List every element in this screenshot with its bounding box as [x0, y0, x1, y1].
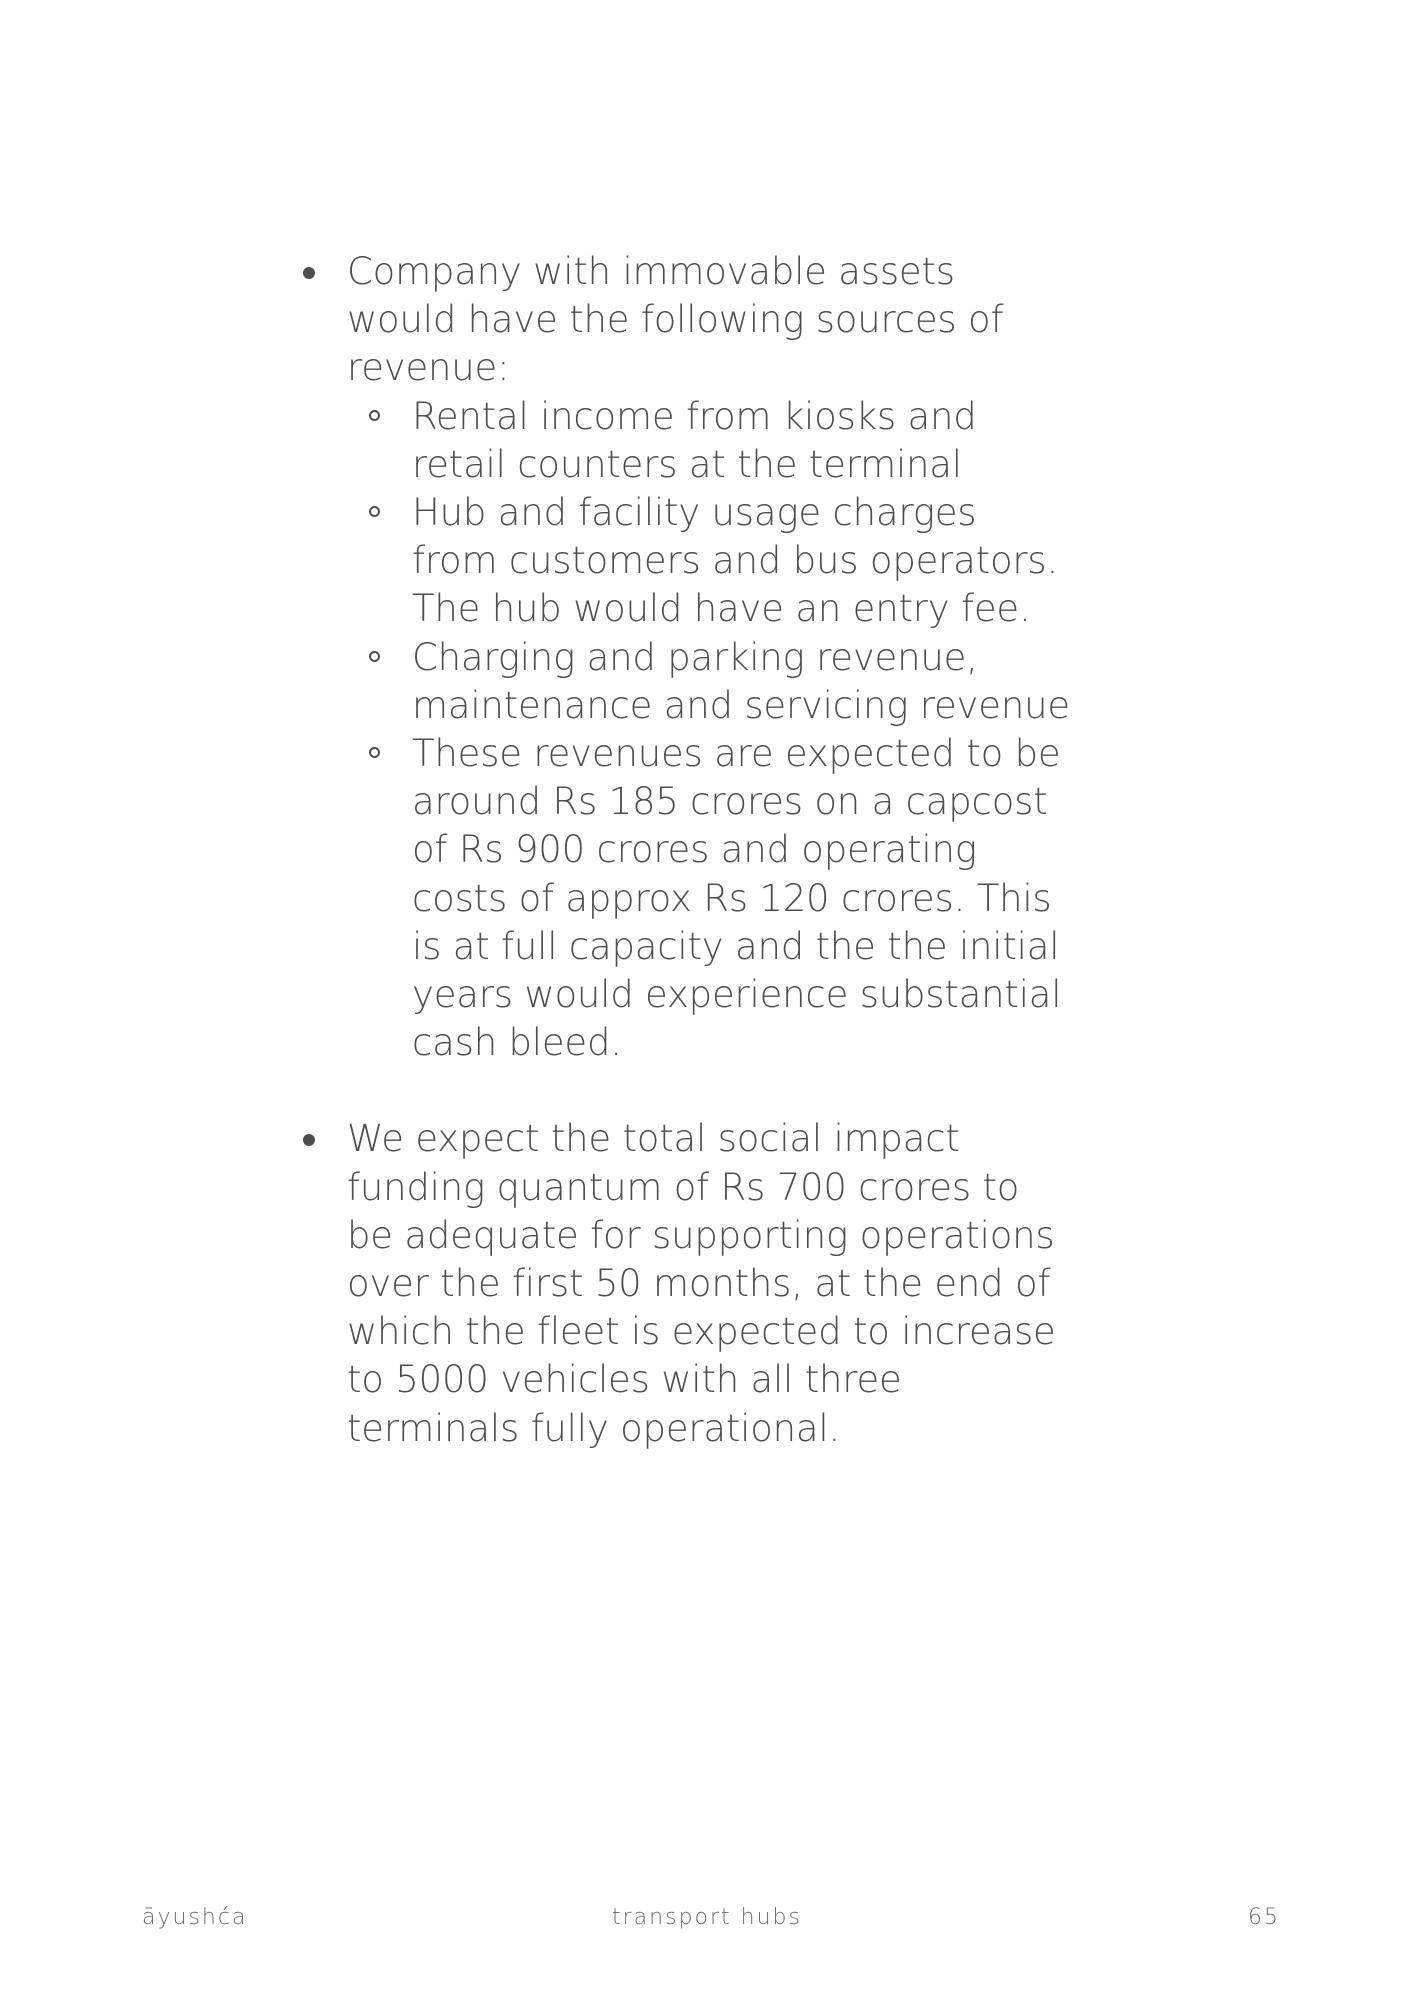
page-number: 65: [1248, 1905, 1280, 1930]
list-item-text: We expect the total social impact funding quantum of Rs 700 crores to be adequate for supporting operations over the first 50 months, at the end of which the fleet is expected to increase to 5000 vehicles with all three terminals fully operational.: [347, 1117, 1056, 1450]
hollow-circle-bullet-icon: [369, 747, 380, 758]
footer-brand: āyushća: [142, 1905, 248, 1930]
sub-list-item: [347, 393, 1073, 489]
sub-list-item-text: Hub and facility usage charges from customers and bus operators. The hub would have an entry fee.: [412, 491, 1059, 631]
list-item-revenue-sources: [293, 248, 1073, 1067]
sub-list-item: [347, 730, 1073, 1067]
list-item-social-impact-funding: [293, 1115, 1073, 1452]
sub-list-item-text: Charging and parking revenue, maintenance and servicing revenue: [412, 635, 1070, 727]
sub-list-item-text: These revenues are expected to be around Rs 185 crores on a capcost of Rs 900 crores and operating costs of approx Rs 120 crores. This is at full capacity and the the initial years would experience substantial cash bleed.: [412, 732, 1062, 1065]
main-bullet-list: [293, 248, 1073, 1453]
sub-list-item-text: Rental income from kiosks and retail counters at the terminal: [412, 394, 977, 486]
page-footer: [0, 1905, 1414, 1935]
list-item-text: Company with immovable assets would have the following sources of revenue:: [347, 250, 1004, 390]
bullet-dot-icon: [303, 267, 315, 279]
hollow-circle-bullet-icon: [369, 410, 380, 421]
page-content: [293, 248, 1073, 1453]
hollow-circle-bullet-icon: [369, 651, 380, 662]
sub-bullet-list: [347, 393, 1073, 1068]
bullet-dot-icon: [303, 1134, 315, 1146]
sub-list-item: [347, 489, 1073, 634]
hollow-circle-bullet-icon: [369, 506, 380, 517]
footer-section-title: transport hubs: [612, 1905, 802, 1930]
sub-list-item: [347, 634, 1073, 730]
